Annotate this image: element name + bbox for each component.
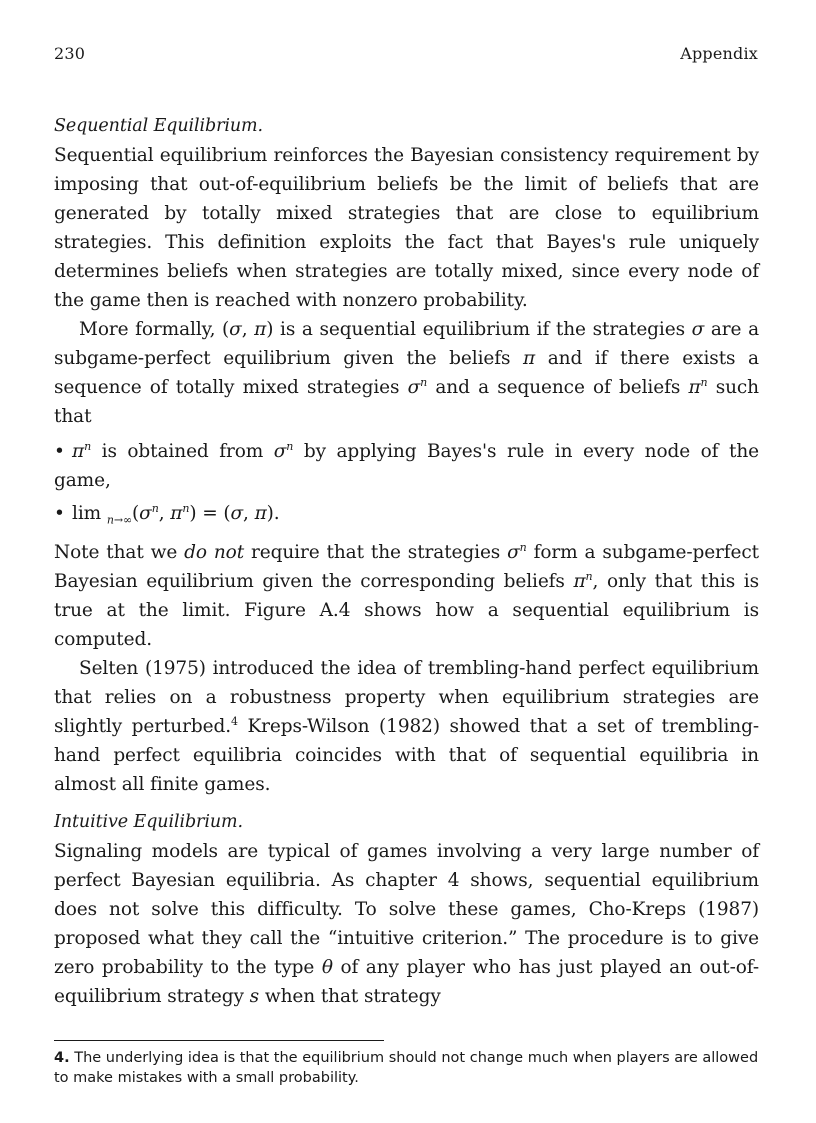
list-item: • $\pi^n$ is obtained from $\sigma^n$ by applying Bayes's rule in every node of the game,	[54, 439, 759, 491]
footnote-ref: 4	[230, 714, 238, 728]
list-item: • $\lim _{n\to\infty}(\sigma^n$, $\pi^n) = (\sigma$, π).	[54, 501, 280, 527]
paragraph: Signaling models are typical of games involving a very large number of perfect Bayesian equilibria. As chapter 4 shows, sequential equilibrium does not solve this difficulty. To solve these games, Cho-Kreps (1987) proposed what they call the “intuitive criterion.” The procedure is to give zero probability to the type θ of any player who has just played an out-of-equilibrium strategy s when that strategy	[54, 841, 759, 1007]
paragraph: Note that we do not require that the strategies $\sigma^n$ form a subgame-perfect Bayesian equilibrium given the corresponding beliefs $\pi^n$, only that this is true at the limit. Figure A.4 shows how a sequential equilibrium is computed.	[54, 540, 759, 650]
page-number: 230	[54, 44, 86, 63]
section-intuitive-equilibrium	[54, 808, 759, 1011]
paragraph: Selten (1975) introduced the idea of trembling-hand perfect equilibrium that relies on a robustness property when equilibrium strategies are slightly perturbed.$^4$ Kreps-Wilson (1982) showed that a set of trembling-hand perfect equilibria coincides with that of sequential equilibria in almost all finite games.	[54, 658, 759, 795]
section-heading: Sequential Equilibrium.	[54, 116, 263, 136]
section-sequential-equilibrium	[54, 112, 759, 799]
footnote-divider	[54, 1040, 384, 1041]
footnote: 4. The underlying idea is that the equilibrium should not change much when players are allowed to make mistakes with a small probability.	[54, 1050, 759, 1086]
paragraph: Sequential equilibrium reinforces the Bayesian consistency requirement by imposing that out-of-equilibrium beliefs be the limit of beliefs that are generated by totally mixed strategies that are close to equilibrium strategies. This definition exploits the fact that Bayes's rule uniquely determines beliefs when strategies are totally mixed, since every node of the game then is reached with nonzero probability.	[54, 145, 759, 311]
running-title: Appendix	[680, 44, 758, 63]
section-heading: Intuitive Equilibrium.	[54, 812, 243, 832]
paragraph: More formally, (σ, π) is a sequential equilibrium if the strategies σ are a subgame-perfect equilibrium given the beliefs π and if there exists a sequence of totally mixed strategies $\sigma^n$ and a sequence of beliefs $\pi^n$ such that	[54, 319, 759, 427]
